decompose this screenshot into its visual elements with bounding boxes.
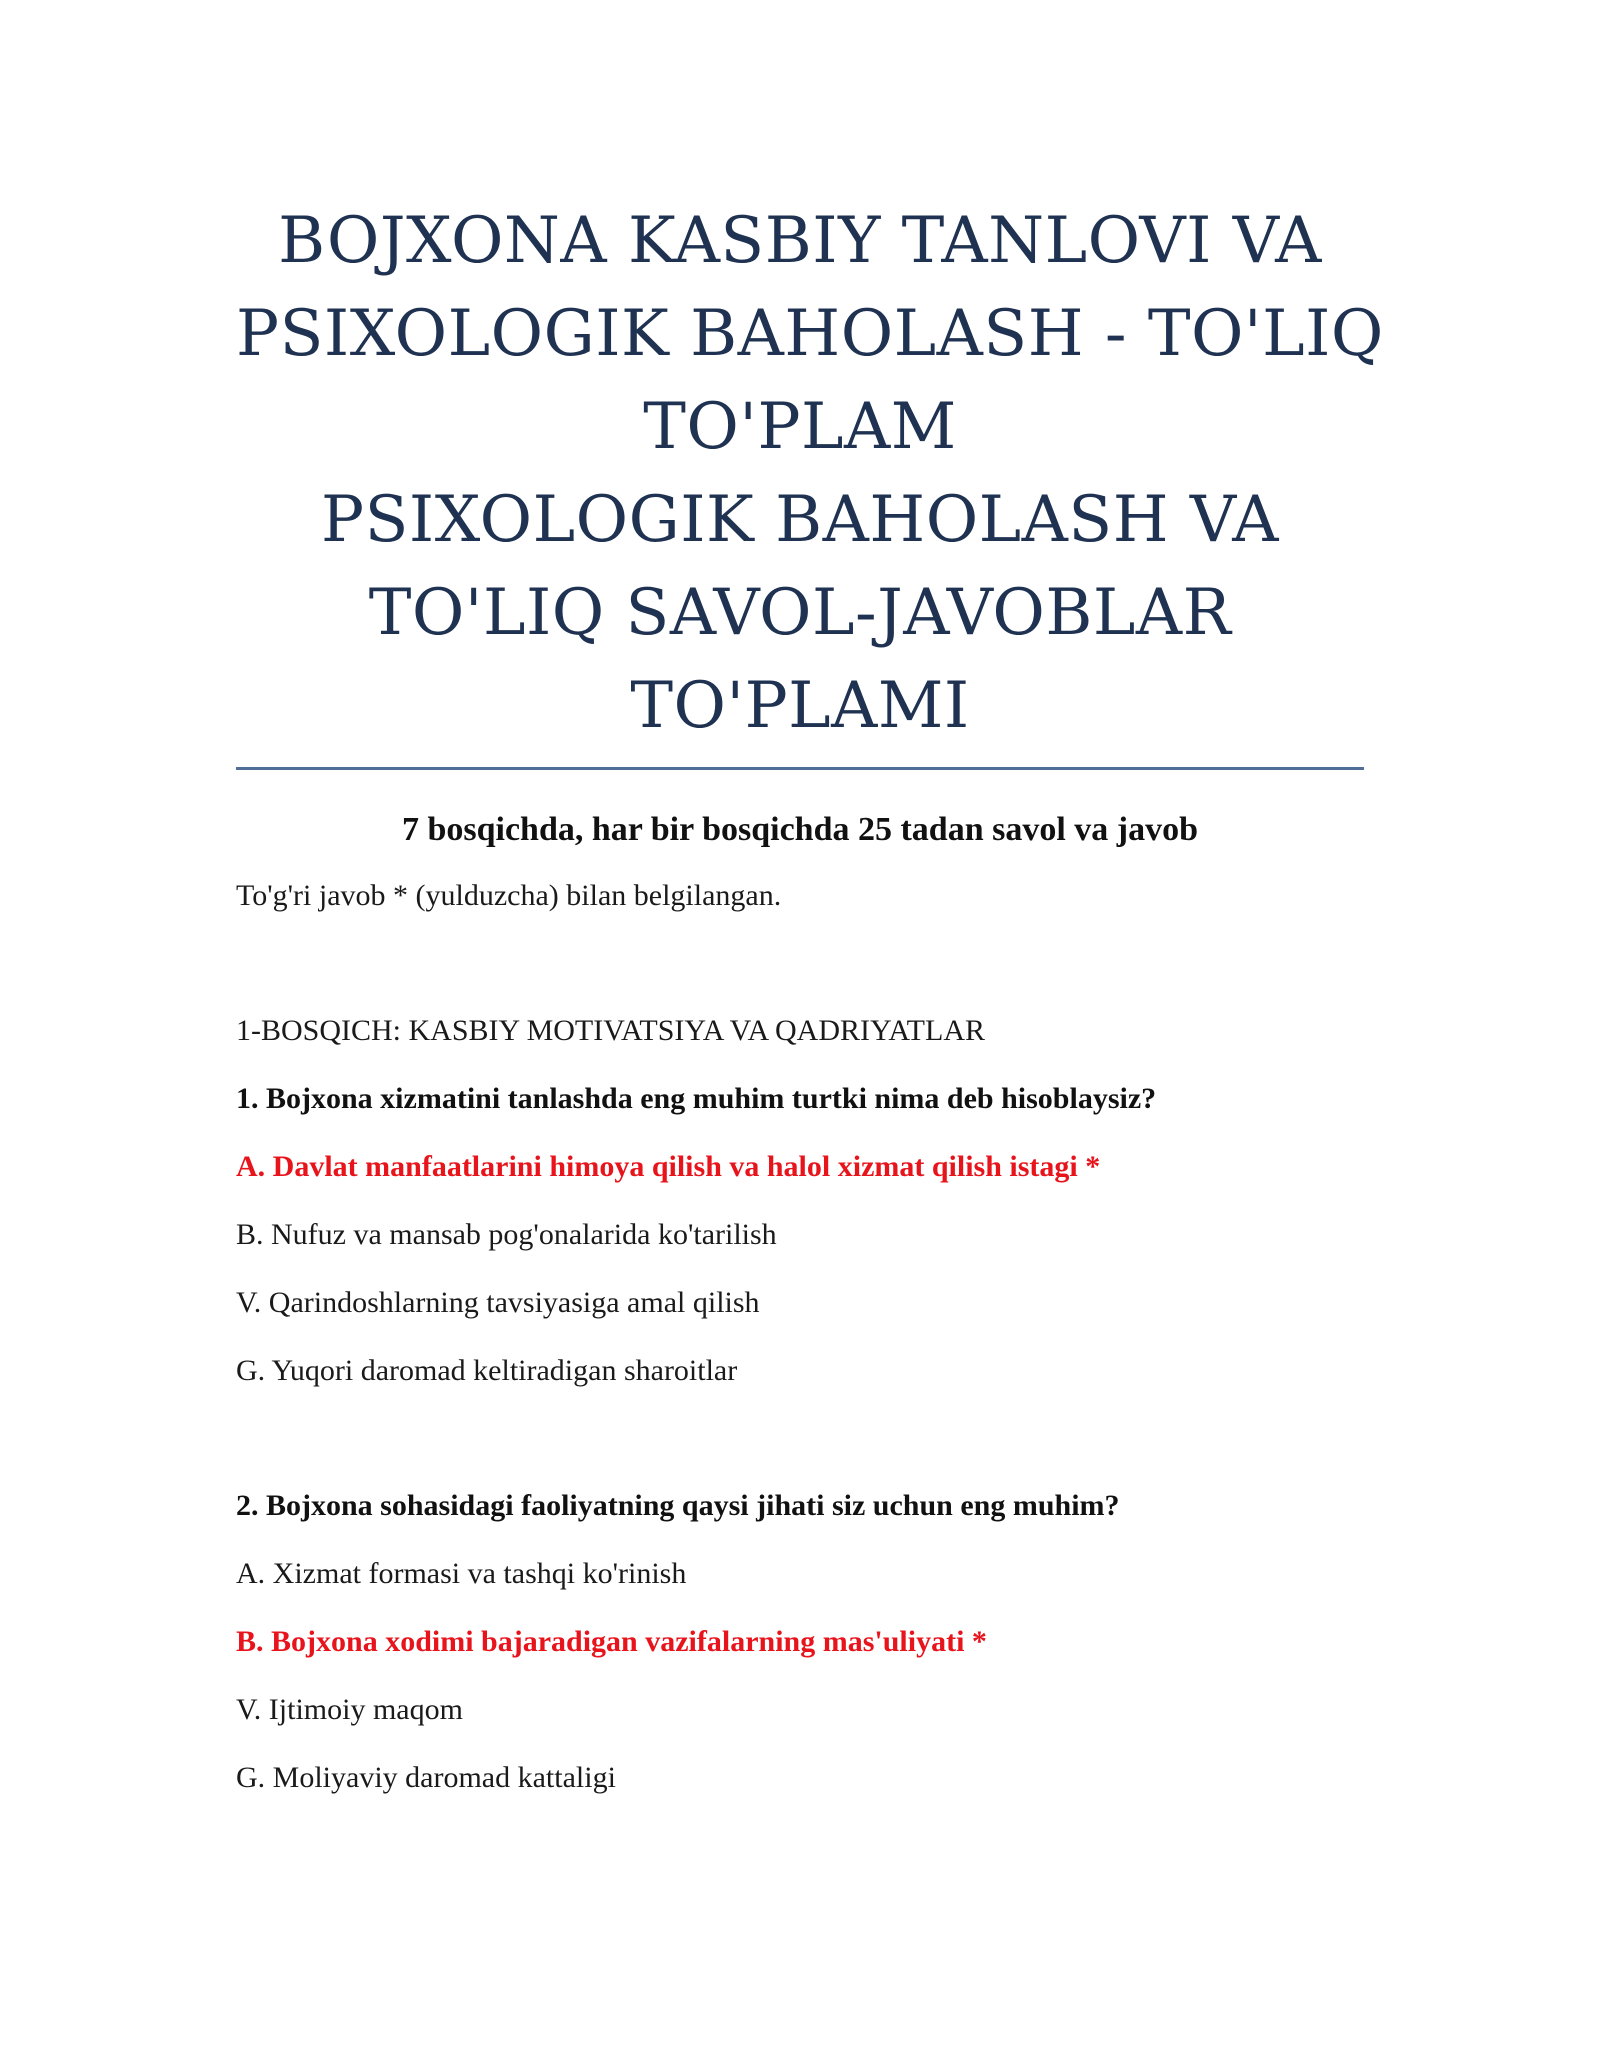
section-heading: 1-BOSQICH: KASBIY MOTIVATSIYA VA QADRIYATLAR [236, 1014, 985, 1047]
title-line: TO'PLAMI [630, 669, 970, 743]
answer-option: B. Nufuz va mansab pog'onalarida ko'tarilish [236, 1218, 777, 1251]
answer-key-note: To'g'ri javob * (yulduzcha) bilan belgilangan. [236, 879, 782, 912]
answer-option: V. Ijtimoiy maqom [236, 1693, 463, 1726]
title-line: PSIXOLOGIK BAHOLASH - TO'LIQ [236, 297, 1384, 371]
question-text: 1. Bojxona xizmatini tanlashda eng muhim turtki nima deb hisoblaysiz? [236, 1082, 1157, 1115]
answer-option-correct: A. Davlat manfaatlarini himoya qilish va halol xizmat qilish istagi * [236, 1150, 1101, 1183]
document-title [236, 195, 1384, 753]
answer-option: G. Yuqori daromad keltiradigan sharoitlar [236, 1354, 738, 1387]
answer-option-correct: B. Bojxona xodimi bajaradigan vazifalarning mas'uliyati * [236, 1625, 987, 1658]
title-line: BOJXONA KASBIY TANLOVI VA [278, 204, 1322, 278]
title-line: TO'PLAM [643, 390, 957, 464]
document-subtitle: 7 bosqichda, har bir bosqichda 25 tadan savol va javob [401, 811, 1199, 848]
question-block [236, 1079, 1364, 1391]
answer-option: A. Xizmat formasi va tashqi ko'rinish [236, 1557, 687, 1590]
title-line: PSIXOLOGIK BAHOLASH VA [321, 483, 1279, 557]
document-content [236, 195, 1384, 1798]
answer-option: V. Qarindoshlarning tavsiyasiga amal qilish [236, 1286, 760, 1319]
title-line: TO'LIQ SAVOL-JAVOBLAR [368, 576, 1232, 650]
question-text: 2. Bojxona sohasidagi faoliyatning qaysi jihati siz uchun eng muhim? [236, 1489, 1120, 1522]
question-block [236, 1486, 1364, 1798]
answer-option: G. Moliyaviy daromad kattaligi [236, 1761, 616, 1794]
title-divider [236, 767, 1364, 770]
